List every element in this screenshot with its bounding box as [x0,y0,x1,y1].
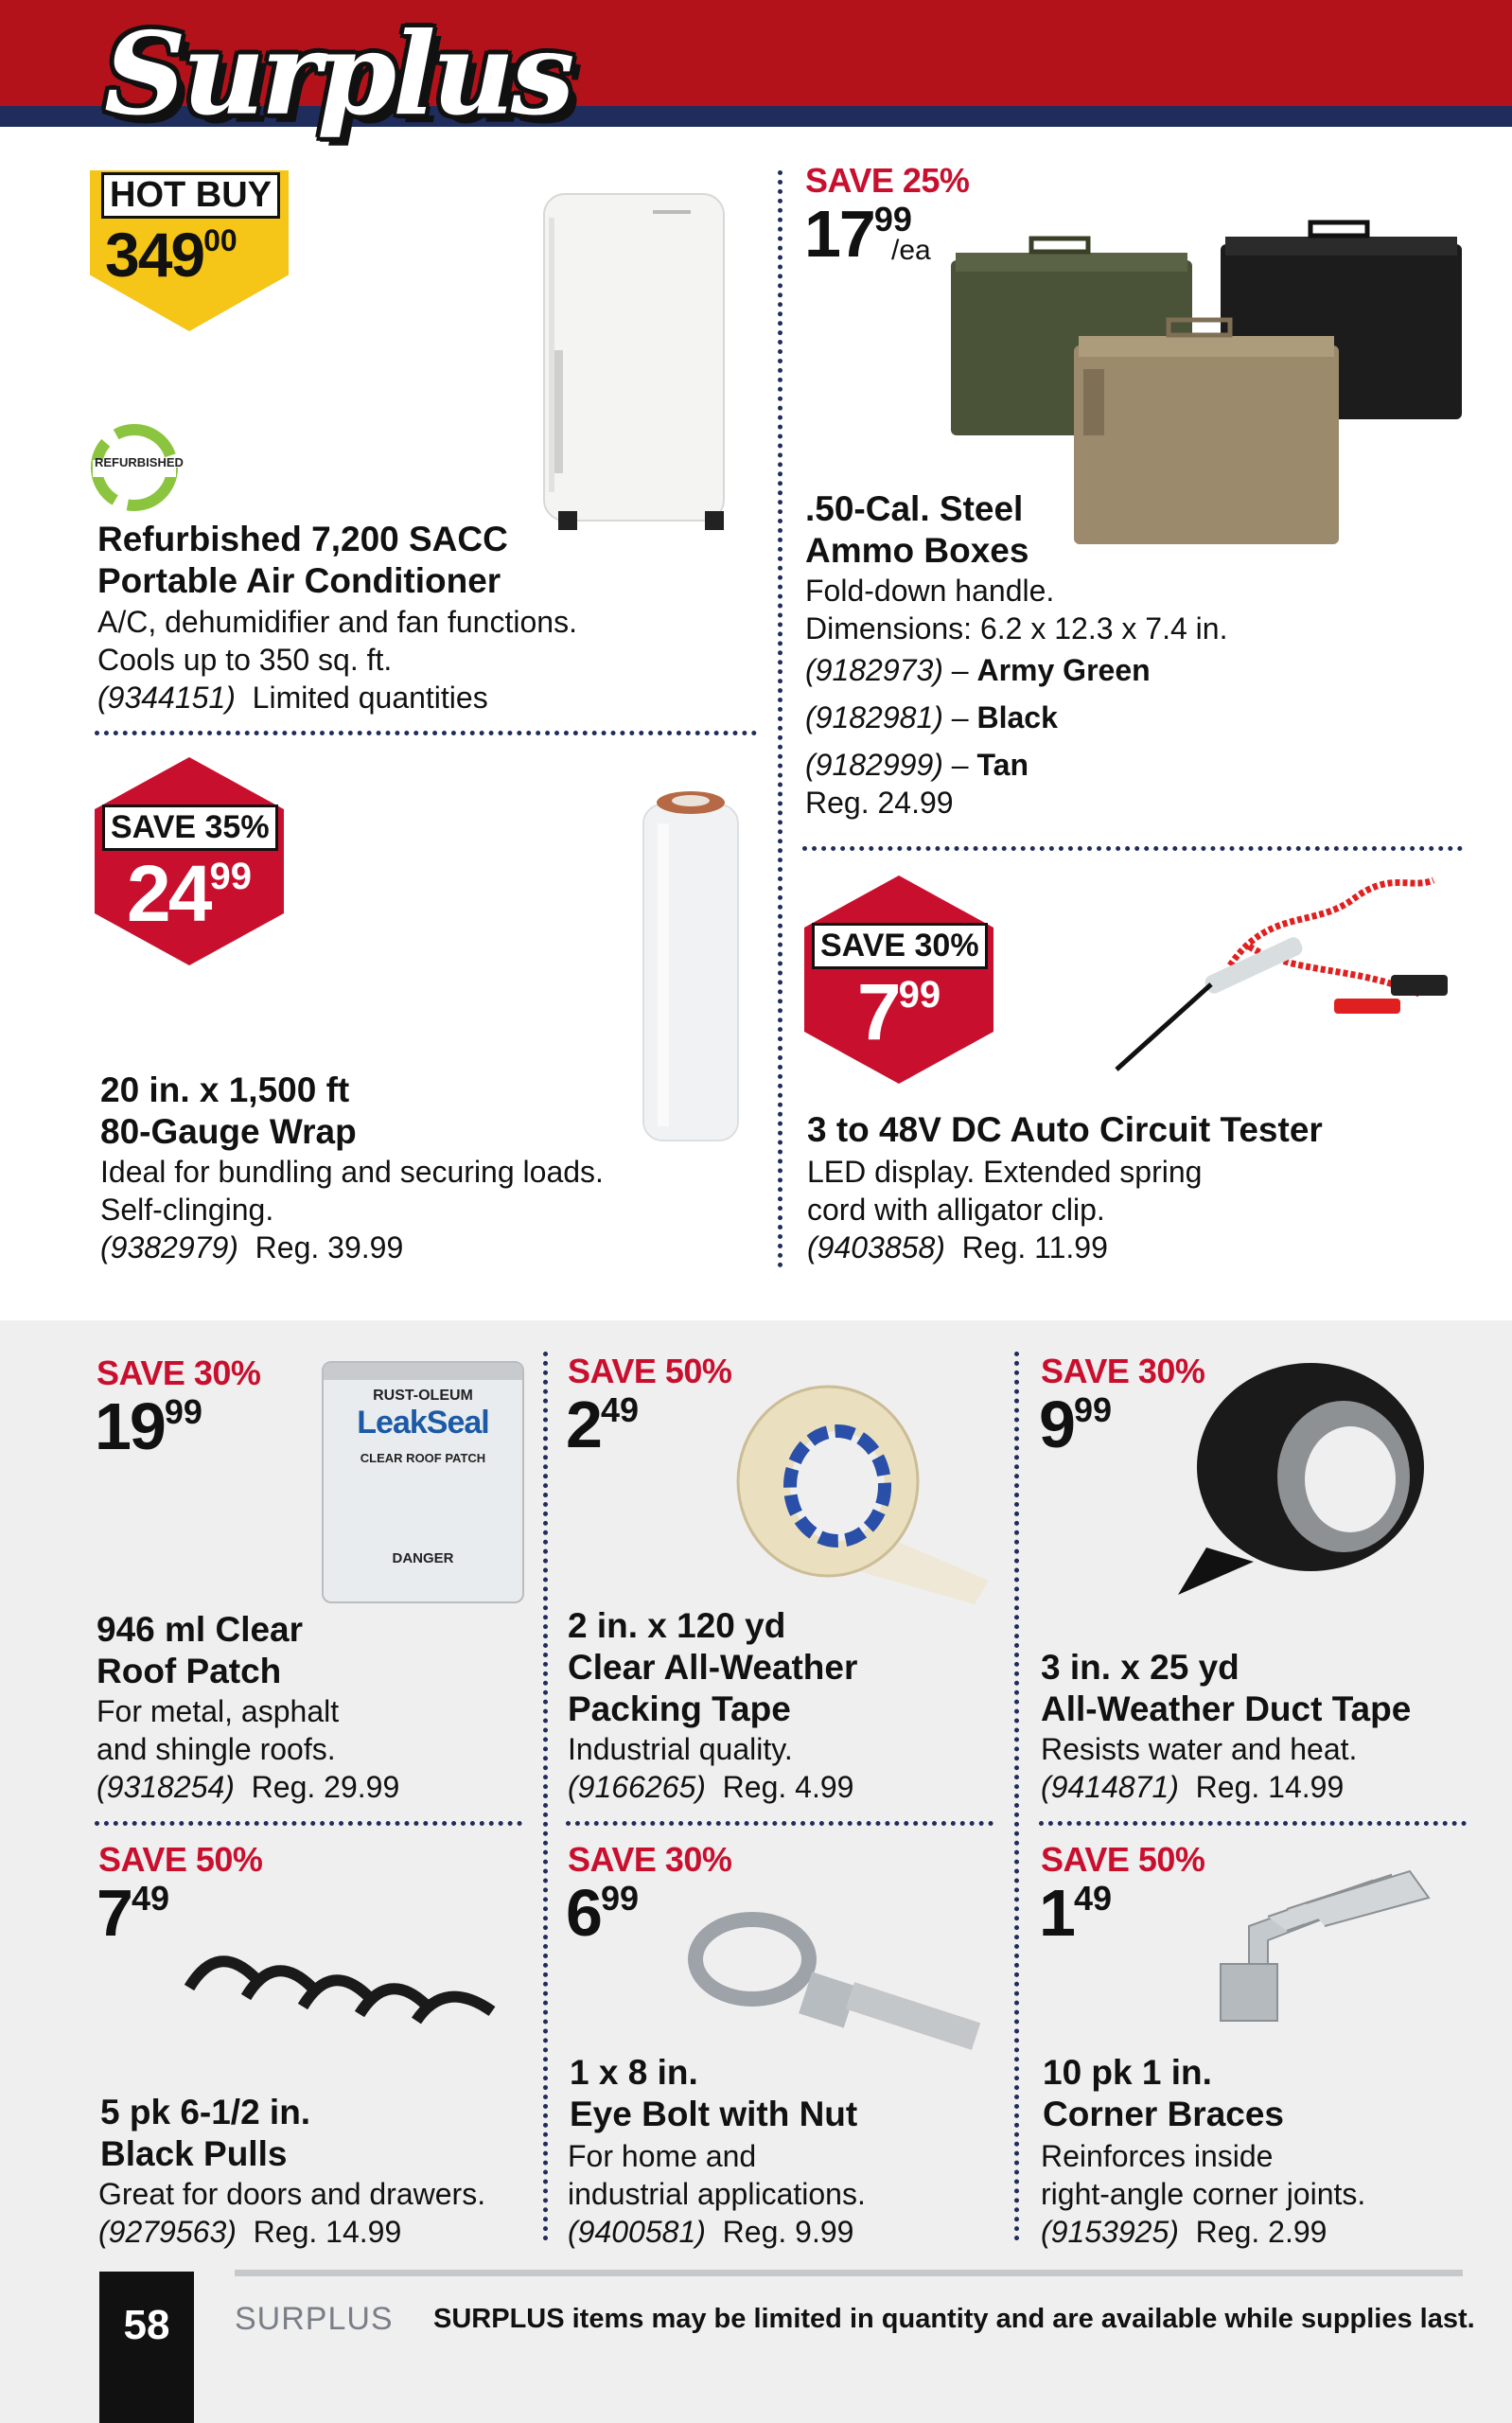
tester-title: 3 to 48V DC Auto Circuit Tester [807,1110,1323,1149]
leakseal-can-image [322,1361,524,1603]
wrap-description: Ideal for bundling and securing loads. Self-clinging. (9382979) Reg. 39.99 [100,1155,604,1265]
ammo-variant-tan: (9182999) – Tan [805,748,1029,782]
hot-buy-price: $349^{00}$ [105,220,237,290]
eyebolt-save-label: SAVE 30% [568,1840,732,1879]
can-brand: RUST-OLEUM [373,1388,473,1404]
page-number: 58 [123,2302,170,2348]
footer-rule [235,2270,1463,2276]
packtape-description: Industrial quality. (9166265) Reg. 4.99 [568,1732,854,1804]
wrap-price: $24^{99}$ [127,849,252,938]
tester-price: $7^{99}$ [856,967,941,1056]
can-warning: DANGER [392,1550,454,1566]
hot-buy-badge [90,170,289,331]
eyebolt-price: $6^{99}$ [566,1876,639,1950]
roof-price: $19^{99}$ [95,1389,202,1463]
braces-title: 10 pk 1 in. Corner Braces [1043,2053,1285,2133]
can-product-name: LeakSeal [357,1405,489,1441]
can-subtitle: CLEAR ROOF PATCH [360,1451,486,1465]
duct-tape-image [1169,1358,1452,1604]
ac-title: Refurbished 7,200 SACC Portable Air Conditioner [97,520,508,600]
wrap-save-label: SAVE 35% [102,805,278,851]
surplus-logo: Surplus [104,8,571,141]
ammo-title: .50-Cal. Steel Ammo Boxes [805,489,1029,570]
ammo-variant-green: (9182973) – Army Green [805,653,1151,687]
divider-horizontal-right [802,846,1463,851]
packing-tape-image [729,1377,993,1623]
footer-disclaimer: SURPLUS items may be limited in quantity and are available while supplies last. [433,2304,1475,2334]
pulls-title: 5 pk 6-1/2 in. Black Pulls [100,2093,311,2173]
ammo-save-label: SAVE 25% [805,161,970,200]
roof-save-label: SAVE 30% [97,1353,261,1392]
ducttape-title: 3 in. x 25 yd All-Weather Duct Tape [1041,1648,1412,1728]
eyebolt-title: 1 x 8 in. Eye Bolt with Nut [570,2053,858,2133]
tester-save-label: SAVE 30% [812,923,988,969]
circuit-tester-image [1107,871,1457,1079]
braces-save-label: SAVE 50% [1041,1840,1205,1879]
eye-bolt-image [681,1902,993,2073]
refurbished-label: REFURBISHED [95,455,184,469]
black-pulls-image [180,1931,520,2035]
packtape-save-label: SAVE 50% [568,1352,732,1390]
roof-title: 946 ml Clear Roof Patch [97,1610,304,1690]
divider-vertical-lower-2 [1014,1352,1019,2241]
ac-description: A/C, dehumidifier and fan functions. Cools up to 350 sq. ft. (9344151) Limited quantities [97,605,577,715]
can-lid [324,1363,522,1380]
divider-vertical-lower-1 [543,1352,548,2241]
divider-lower-row-3 [1039,1821,1467,1826]
divider-horizontal-left [95,731,757,735]
ducttape-save-label: SAVE 30% [1041,1352,1205,1390]
packtape-price: $2^{49}$ [566,1388,639,1461]
wrap-title: 20 in. x 1,500 ft 80-Gauge Wrap [100,1070,357,1151]
tester-description: LED display. Extended spring cord with alligator clip. (9403858) Reg. 11.99 [807,1155,1203,1265]
pulls-price: $7^{49}$ [97,1876,169,1950]
divider-lower-row-2 [566,1821,993,1826]
air-conditioner-image [530,189,738,539]
divider-lower-row-1 [95,1821,522,1826]
braces-price: $1^{49}$ [1039,1876,1112,1950]
divider-vertical-top [778,170,782,1268]
packtape-title: 2 in. x 120 yd Clear All-Weather Packing Tape [568,1606,858,1728]
stretch-wrap-image [639,786,743,1155]
ammo-price: $17^{99}$ [804,197,912,271]
ammo-unit: /ea [891,235,931,266]
hot-buy-label: HOT BUY [101,172,280,219]
pulls-save-label: SAVE 50% [98,1840,263,1879]
corner-braces-image [1211,1869,1457,2040]
footer-section-label: SURPLUS [235,2301,394,2337]
pulls-description: Great for doors and drawers. (9279563) Reg. 14.99 [98,2177,486,2249]
roof-description: For metal, asphalt and shingle roofs. (9318254) Reg. 29.99 [97,1694,400,1804]
eyebolt-description: For home and industrial applications. (9400581) Reg. 9.99 [568,2139,866,2249]
ducttape-description: Resists water and heat. (9414871) Reg. 14.99 [1041,1732,1358,1804]
ducttape-price: $9^{99}$ [1039,1388,1112,1461]
ammo-description: Fold-down handle. Dimensions: 6.2 x 12.3 x 7.4 in. (9182973) – Army Green (9182981) – Black (9182999) – Tan Reg. 24.99 [805,574,1228,820]
ammo-variant-black: (9182981) – Black [805,700,1058,734]
braces-description: Reinforces inside right-angle corner joints. (9153925) Reg. 2.99 [1041,2139,1366,2249]
